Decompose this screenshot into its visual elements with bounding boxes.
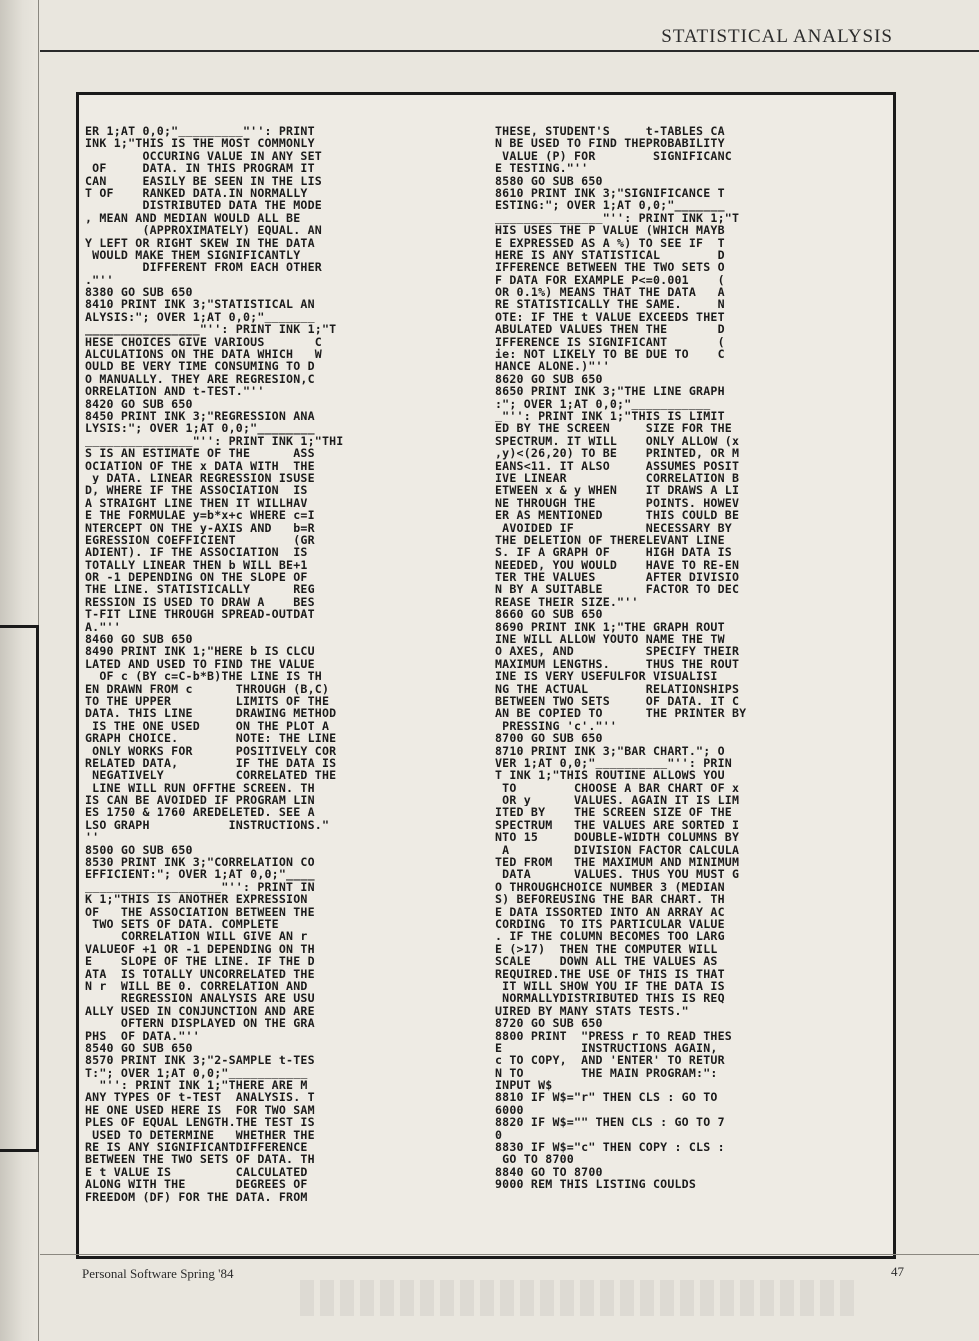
listing-line: "'': PRINT INK 1;"THERE ARE M xyxy=(85,1079,308,1092)
listing-line: T OF RANKED DATA.IN NORMALLY xyxy=(85,186,308,200)
listing-line: OF THE ASSOCIATION BETWEEN THE xyxy=(85,905,315,918)
listing-line: ED BY THE SCREEN SIZE FOR THE xyxy=(495,422,732,435)
listing-line: DATA. THIS LINE DRAWING METHOD xyxy=(85,707,337,720)
footer-rule xyxy=(40,1254,979,1255)
listing-line: CORDING TO ITS PARTICULAR VALUE xyxy=(495,918,725,931)
listing-line: THE LINE. STATISTICALLY REG xyxy=(85,583,315,596)
listing-line: ABULATED VALUES THEN THE D xyxy=(495,323,725,336)
listing-line: RE IS ANY SIGNIFICANTDIFFERENCE xyxy=(85,1141,308,1154)
listing-line: :"; OVER 1;AT 0,0;"___________ xyxy=(495,397,711,410)
listing-line: ADIENT). IF THE ASSOCIATION IS xyxy=(85,546,308,559)
listing-line: INK 1;"THIS IS THE MOST COMMONLY xyxy=(85,137,315,150)
listing-line: Y LEFT OR RIGHT SKEW IN THE DATA xyxy=(85,236,315,249)
margin-bracket-top xyxy=(0,625,38,628)
listing-line: 8450 PRINT INK 3;"REGRESSION ANA xyxy=(85,409,315,423)
listing-line: O AXES, AND SPECIFY THEIR xyxy=(495,645,740,658)
listing-line: NG THE ACTUAL RELATIONSHIPS xyxy=(495,682,740,695)
listing-line: HIS USES THE P VALUE (WHICH MAYB xyxy=(495,224,725,237)
listing-line: AVOIDED IF NECESSARY BY xyxy=(495,521,732,534)
listing-line: OTE: IF THE t VALUE EXCEEDS THET xyxy=(495,310,725,324)
listing-line xyxy=(495,1191,883,1203)
listing-line: 8660 GO SUB 650 xyxy=(495,608,603,621)
listing-line: NEGATIVELY CORRELATED THE xyxy=(85,769,337,782)
listing-line: T-FIT LINE THROUGH SPREAD-OUTDAT xyxy=(85,608,315,621)
listing-line: E t VALUE IS CALCULATED xyxy=(85,1165,308,1179)
listing-line: S. IF A GRAPH OF HIGH DATA IS xyxy=(495,546,732,559)
program-listing-box xyxy=(76,92,896,1259)
listing-line: E SLOPE OF THE LINE. IF THE D xyxy=(85,955,315,968)
listing-line: 8410 PRINT INK 3;"STATISTICAL AN xyxy=(85,298,315,311)
header-rule xyxy=(40,50,979,52)
listing-line: A DIVISION FACTOR CALCULA xyxy=(495,843,740,857)
listing-line: OULD BE VERY TIME CONSUMING TO D xyxy=(85,360,315,373)
listing-line: GRAPH CHOICE. NOTE: THE LINE xyxy=(85,732,337,745)
listing-line: (APPROXIMATELY) EQUAL. AN xyxy=(85,224,322,237)
listing-line: NTO 15 DOUBLE-WIDTH COLUMNS BY xyxy=(495,831,740,844)
listing-line: A."'' xyxy=(85,620,121,634)
listing-line: TO THE UPPER LIMITS OF THE xyxy=(85,694,330,708)
listing-line: PRESSING 'c'."'' xyxy=(495,719,618,733)
listing-line: E EXPRESSED AS A %) TO SEE IF T xyxy=(495,236,725,249)
listing-line: BETWEEN TWO SETS OF DATA. IT C xyxy=(495,694,740,708)
listing-line: RE STATISTICALLY THE SAME. N xyxy=(495,298,725,311)
listing-line: N BE USED TO FIND THEPROBABILITY xyxy=(495,137,725,150)
listing-line: TER THE VALUES AFTER DIVISIO xyxy=(495,571,740,584)
listing-line: 8800 PRINT "PRESS r TO READ THES xyxy=(495,1029,732,1042)
listing-line: LSO GRAPH INSTRUCTIONS." xyxy=(85,818,330,832)
listing-line: E (>17) THEN THE COMPUTER WILL xyxy=(495,942,718,956)
listing-line: OR -1 DEPENDING ON THE SLOPE OF xyxy=(85,571,308,584)
listing-line: E TESTING."'' xyxy=(495,162,589,175)
listing-line: REQUIRED.THE USE OF THIS IS THAT xyxy=(495,967,725,980)
listing-line: EFFICIENT:"; OVER 1;AT 0,0;"____ xyxy=(85,868,315,881)
listing-line: ORRELATION AND t-TEST."'' xyxy=(85,385,265,398)
listing-line: DISTRIBUTED DATA THE MODE xyxy=(85,199,322,212)
listing-line: 8570 PRINT INK 3;"2-SAMPLE t-TES xyxy=(85,1054,315,1067)
listing-line: RESSION IS USED TO DRAW A BES xyxy=(85,595,315,609)
listing-line: 8580 GO SUB 650 xyxy=(495,174,603,187)
listing-line: T INK 1;"THIS ROUTINE ALLOWS YOU xyxy=(495,769,725,782)
listing-line: RELATED DATA, IF THE DATA IS xyxy=(85,756,337,770)
listing-line: ALCULATIONS ON THE DATA WHICH W xyxy=(85,348,322,361)
listing-line: ."'' xyxy=(85,273,114,287)
listing-line: EN DRAWN FROM c THROUGH (B,C) xyxy=(85,682,330,695)
listing-line: OCCURING VALUE IN ANY SET xyxy=(85,149,322,163)
listing-line: E INSTRUCTIONS AGAIN, xyxy=(495,1041,718,1055)
listing-line: OCIATION OF THE x DATA WITH THE xyxy=(85,459,315,472)
publication-footer: Personal Software Spring '84 xyxy=(82,1266,234,1281)
listing-line: PLES OF EQUAL LENGTH.THE TEST IS xyxy=(85,1116,315,1129)
listing-line: NORMALLYDISTRIBUTED THIS IS REQ xyxy=(495,992,725,1005)
show-through-text xyxy=(300,1280,860,1316)
listing-line: ________________"'': PRINT INK 1;"T xyxy=(85,323,337,336)
listing-line: ATA IS TOTALLY UNCORRELATED THE xyxy=(85,967,315,980)
listing-line: ER AS MENTIONED THIS COULD BE xyxy=(495,509,740,522)
listing-line: VALUEOF +1 OR -1 DEPENDING ON TH xyxy=(85,942,315,956)
listing-column-left xyxy=(85,125,473,1250)
listing-line: VALUE (P) FOR SIGNIFICANC xyxy=(495,149,732,163)
listing-column-right xyxy=(495,125,883,1250)
margin-bracket-bottom xyxy=(0,1149,38,1152)
listing-line: IFFERENCE IS SIGNIFICANT ( xyxy=(495,335,725,349)
listing-line: N r WILL BE 0. CORRELATION AND xyxy=(85,979,308,993)
listing-line: N BY A SUITABLE FACTOR TO DEC xyxy=(495,583,740,596)
listing-line: NTERCEPT ON THE y-AXIS AND b=R xyxy=(85,521,315,534)
listing-line: 8490 PRINT INK 1;"HERE b IS CLCU xyxy=(85,645,315,658)
listing-line: 8710 PRINT INK 3;"BAR CHART."; O xyxy=(495,744,725,757)
listing-line: VER 1;AT 0,0;"__________"'': PRIN xyxy=(495,756,732,770)
listing-line: O THROUGHCHOICE NUMBER 3 (MEDIAN xyxy=(495,880,725,894)
listing-line: HERE IS ANY STATISTICAL D xyxy=(495,248,725,262)
listing-line: 8650 PRINT INK 3;"THE LINE GRAPH xyxy=(495,385,725,398)
listing-line: . IF THE COLUMN BECOMES TOO LARG xyxy=(495,930,725,943)
listing-line: 8840 GO TO 8700 xyxy=(495,1165,603,1179)
listing-line: REASE THEIR SIZE."'' xyxy=(495,595,639,609)
listing-line: _______________"'': PRINT INK 1;"THI xyxy=(85,434,344,448)
listing-line: 8610 PRINT INK 3;"SIGNIFICANCE T xyxy=(495,186,725,200)
listing-line: INE WILL ALLOW YOUTO NAME THE TW xyxy=(495,633,725,646)
listing-line: SPECTRUM THE VALUES ARE SORTED I xyxy=(495,818,740,832)
listing-line: T:"; OVER 1;AT 0,0;"___________ xyxy=(85,1066,308,1080)
listing-line: HESE CHOICES GIVE VARIOUS C xyxy=(85,335,322,349)
listing-line: LYSIS:"; OVER 1;AT 0,0;"________ xyxy=(85,422,315,435)
listing-line: MAXIMUM LENGTHS. THUS THE ROUT xyxy=(495,657,740,671)
listing-line: ___________________"'': PRINT IN xyxy=(85,880,315,894)
listing-line: 8420 GO SUB 650 xyxy=(85,397,193,410)
listing-line: _"'': PRINT INK 1;"THIS IS LIMIT xyxy=(495,409,725,423)
listing-line: DATA VALUES. THUS YOU MUST G xyxy=(495,868,740,881)
listing-line: CAN EASILY BE SEEN IN THE LIS xyxy=(85,174,322,187)
listing-line: S) BEFOREUSING THE BAR CHART. TH xyxy=(495,893,725,906)
listing-line: DIFFERENT FROM EACH OTHER xyxy=(85,261,322,274)
listing-line: FREEDOM (DF) FOR THE DATA. FROM xyxy=(85,1190,308,1203)
listing-line: OR 0.1%) MEANS THAT THE DATA A xyxy=(495,286,725,299)
listing-line: OF c (BY c=C-b*B)THE LINE IS TH xyxy=(85,670,322,683)
listing-line: IS CAN BE AVOIDED IF PROGRAM LIN xyxy=(85,794,315,807)
listing-line: SCALE DOWN ALL THE VALUES AS xyxy=(495,955,718,968)
listing-line: 8460 GO SUB 650 xyxy=(85,633,193,646)
page-number: 47 xyxy=(891,1264,904,1279)
listing-line: 8830 IF W$="c" THEN COPY : CLS : xyxy=(495,1141,725,1154)
listing-line: , MEAN AND MEDIAN WOULD ALL BE xyxy=(85,211,301,225)
listing-line: ETWEEN x & y WHEN IT DRAWS A LI xyxy=(495,484,740,497)
listing-line: NEEDED, YOU WOULD HAVE TO RE-EN xyxy=(495,558,740,572)
listing-line: 8720 GO SUB 650 xyxy=(495,1017,603,1030)
listing-line: OFTERN DISPLAYED ON THE GRA xyxy=(85,1017,315,1030)
listing-line: 8810 IF W$="r" THEN CLS : GO TO xyxy=(495,1091,718,1104)
listing-line: A STRAIGHT LINE THEN IT WILLHAV xyxy=(85,496,308,510)
listing-line: _______________"'': PRINT INK 1;"T xyxy=(495,211,740,225)
listing-line: AN BE COPIED TO THE PRINTER BY xyxy=(495,707,747,720)
listing-line: 8620 GO SUB 650 xyxy=(495,372,603,386)
listing-line: IFFERENCE BETWEEN THE TWO SETS O xyxy=(495,261,725,274)
listing-line: REGRESSION ANALYSIS ARE USU xyxy=(85,992,315,1005)
listing-line: E THE FORMULAE y=b*x+c WHERE c=I xyxy=(85,509,315,522)
listing-line: 8540 GO SUB 650 xyxy=(85,1041,193,1055)
listing-line: IS THE ONE USED ON THE PLOT A xyxy=(85,719,330,733)
listing-line: OR y VALUES. AGAIN IT IS LIM xyxy=(495,794,740,807)
listing-line: ie: NOT LIKELY TO BE DUE TO C xyxy=(495,348,725,361)
listing-line: TOTALLY LINEAR THEN b WILL BE+1 xyxy=(85,558,308,572)
listing-line: WOULD MAKE THEM SIGNIFICANTLY xyxy=(85,248,301,262)
listing-line: TED FROM THE MAXIMUM AND MINIMUM xyxy=(495,856,740,869)
listing-line: OF DATA. IN THIS PROGRAM IT xyxy=(85,162,315,175)
page-binding xyxy=(0,0,38,1341)
listing-line: ONLY WORKS FOR POSITIVELY COR xyxy=(85,744,337,757)
listing-line: THESE, STUDENT'S t-TABLES CA xyxy=(495,125,725,138)
listing-line: 8700 GO SUB 650 xyxy=(495,732,603,745)
listing-line: UIRED BY MANY STATS TESTS." xyxy=(495,1004,689,1018)
margin-bracket xyxy=(36,625,39,1152)
listing-line: ALONG WITH THE DEGREES OF xyxy=(85,1178,308,1191)
listing-line: ANY TYPES OF t-TEST ANALYSIS. T xyxy=(85,1091,315,1104)
listing-line: PHS OF DATA."'' xyxy=(85,1029,200,1042)
listing-line: CORRELATION WILL GIVE AN r xyxy=(85,930,308,943)
listing-line: 8380 GO SUB 650 xyxy=(85,286,193,299)
listing-line: 8500 GO SUB 650 xyxy=(85,843,193,857)
listing-line: HANCE ALONE.)"'' xyxy=(495,360,610,373)
listing-line: EANS<11. IT ALSO ASSUMES POSIT xyxy=(495,459,740,472)
listing-line: 6000 xyxy=(495,1103,524,1117)
listing-line: INE IS VERY USEFULFOR VISUALISI xyxy=(495,670,718,683)
listing-line: 8690 PRINT INK 1;"THE GRAPH ROUT xyxy=(495,620,725,634)
listing-line: K 1;"THIS IS ANOTHER EXPRESSION xyxy=(85,893,308,906)
listing-line: O MANUALLY. THEY ARE REGRESION,C xyxy=(85,372,315,386)
listing-line: c TO COPY, AND 'ENTER' TO RETUR xyxy=(495,1054,725,1067)
listing-line: TO CHOOSE A BAR CHART OF x xyxy=(495,781,740,795)
listing-line xyxy=(495,1203,883,1215)
listing-line: ALLY USED IN CONJUNCTION AND ARE xyxy=(85,1004,315,1018)
listing-line: HE ONE USED HERE IS FOR TWO SAM xyxy=(85,1103,315,1117)
listing-line: TWO SETS OF DATA. COMPLETE xyxy=(85,918,279,931)
listing-line: ALYSIS:"; OVER 1;AT 0,0;"_______ xyxy=(85,310,315,324)
listing-line: 9000 REM THIS LISTING COULDS xyxy=(495,1178,704,1191)
listing-line: D, WHERE IF THE ASSOCIATION IS xyxy=(85,484,308,497)
listing-line: ER 1;AT 0,0;"_________"'': PRINT xyxy=(85,125,315,138)
listing-line: ITED BY THE SCREEN SIZE OF THE xyxy=(495,806,732,819)
listing-line: E DATA ISSORTED INTO AN ARRAY AC xyxy=(495,905,725,918)
listing-line: LATED AND USED TO FIND THE VALUE xyxy=(85,657,315,671)
listing-line: 8820 IF W$="" THEN CLS : GO TO 7 xyxy=(495,1116,725,1129)
listing-line: IVE LINEAR CORRELATION B xyxy=(495,471,740,485)
listing-line: ES 1750 & 1760 AREDELETED. SEE A xyxy=(85,806,315,819)
section-title: STATISTICAL ANALYSIS xyxy=(661,26,893,47)
listing-line: S IS AN ESTIMATE OF THE ASS xyxy=(85,447,315,460)
listing-line: SPECTRUM. IT WILL ONLY ALLOW (x xyxy=(495,434,740,448)
listing-line: 0 xyxy=(495,1128,503,1142)
listing-line: INPUT W$ xyxy=(495,1079,553,1092)
listing-line: IT WILL SHOW YOU IF THE DATA IS xyxy=(495,979,725,993)
listing-line: LINE WILL RUN OFFTHE SCREEN. TH xyxy=(85,781,315,795)
listing-line: EGRESSION COEFFICIENT (GR xyxy=(85,533,315,547)
listing-line: ,y)<(26,20) TO BE PRINTED, OR M xyxy=(495,447,740,460)
listing-line: '' xyxy=(85,831,100,844)
listing-line: N TO THE MAIN PROGRAM:": xyxy=(495,1066,718,1080)
listing-line: y DATA. LINEAR REGRESSION ISUSE xyxy=(85,471,315,485)
listing-line: ESTING:"; OVER 1;AT 0,0;"_______ xyxy=(495,199,725,212)
listing-line: THE DELETION OF THERELEVANT LINE xyxy=(495,533,725,547)
listing-line: NE THROUGH THE POINTS. HOWEV xyxy=(495,496,740,510)
listing-line: GO TO 8700 xyxy=(495,1153,574,1166)
listing-line: USED TO DETERMINE WHETHER THE xyxy=(85,1128,315,1142)
listing-line: F DATA FOR EXAMPLE P<=0.001 ( xyxy=(495,273,725,287)
listing-line: BETWEEN THE TWO SETS OF DATA. TH xyxy=(85,1153,315,1166)
listing-line: 8530 PRINT INK 3;"CORRELATION CO xyxy=(85,856,315,869)
